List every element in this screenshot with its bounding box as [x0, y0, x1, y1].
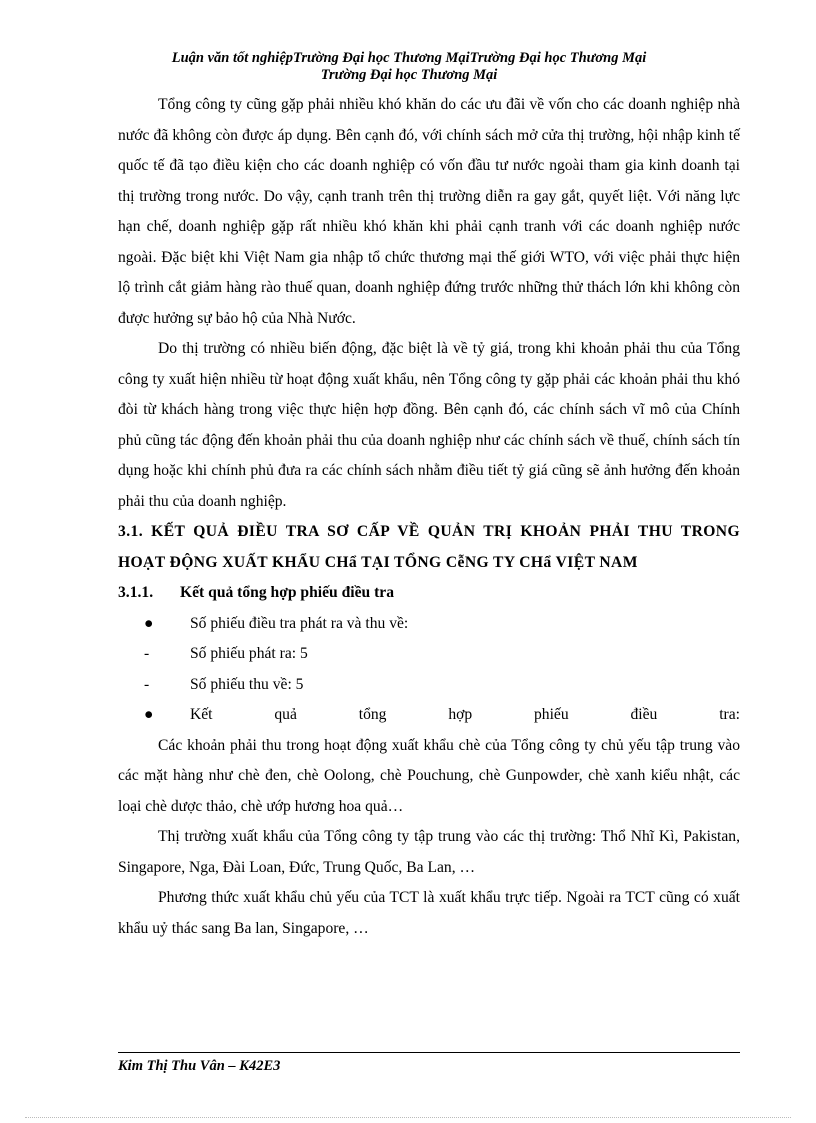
bullet-icon: ●	[144, 706, 154, 723]
subsection-number: 3.1.1.	[118, 584, 154, 601]
paragraph-competition: Tổng công ty cũng gặp phải nhiều khó khăn do các ưu đãi về vốn cho các doanh nghiệp nhà nước đã không còn được áp dụng. Bên cạnh đó, với chính sách mở cửa thị trường, hội nhập kinh tế quốc tế đã tạo điều kiện cho các doanh nghiệp có vốn đầu tư nước ngoài tham gia kinh doanh tại thị trường trong nước. Do vậy, cạnh tranh trên thị trường diễn ra gay gắt, quyết liệt. Với năng lực hạn chế, doanh nghiệp gặp rất nhiều khó khăn khi phải cạnh tranh với các doanh nghiệp nước ngoài. Đặc biệt khi Việt Nam gia nhập tổ chức thương mại thế giới WTO, với việc phải thực hiện lộ trình cắt giảm hàng rào thuế quan, doanh nghiệp đứng trước những thử thách lớn khi không còn được hưởng sự bảo hộ của Nhà Nước.	[118, 96, 740, 327]
page-edge	[25, 1117, 791, 1118]
paragraph-result-markets: Thị trường xuất khẩu của Tổng công ty tập trung vào các thị trường: Thổ Nhĩ Kì, Pakistan, Singapore, Nga, Đài Loan, Đức, Trung Quốc, Ba Lan, …	[118, 828, 740, 876]
subsection-heading	[118, 578, 740, 609]
list-item	[118, 670, 740, 701]
list-item	[118, 639, 740, 670]
list-item-text: Kết quả tổng hợp phiếu điều tra:	[190, 706, 740, 723]
page-body	[118, 90, 740, 944]
bullet-icon: ●	[144, 614, 154, 632]
header-line-2: Trường Đại học Thương Mại	[320, 67, 498, 83]
dash-icon: -	[144, 645, 150, 662]
paragraph-result-method: Phương thức xuất khẩu chủ yếu của TCT là xuất khẩu trực tiếp. Ngoài ra TCT cũng có xuất khẩu uỷ thác sang Ba lan, Singapore, …	[118, 889, 740, 937]
page-header	[118, 50, 700, 84]
footer-author: Kim Thị Thu Vân – K42E3	[118, 1058, 281, 1074]
header-line-1: Luận văn tốt nghiệpTrường Đại học Thương MạiTrường Đại học Thương Mại	[171, 50, 647, 66]
list-item-text: Số phiếu phát ra: 5	[190, 645, 308, 662]
list-item-text: Số phiếu thu về: 5	[190, 675, 304, 693]
list-item	[118, 609, 740, 640]
dash-icon: -	[144, 675, 150, 693]
footer-divider	[118, 1052, 740, 1053]
paragraph-exchange-rate: Do thị trường có nhiều biến động, đặc biệt là về tỷ giá, trong khi khoản phải thu của Tổng công ty xuất hiện nhiều từ hoạt động xuất khẩu, nên Tổng công ty gặp phải các khoản phải thu khó đòi từ khách hàng trong việc thực hiện hợp đồng. Bên cạnh đó, các chính sách vĩ mô của Chính phủ cũng tác động đến khoản phải thu của doanh nghiệp như các chính sách về thuế, chính sách tín dụng hoặc khi chính phủ đưa ra các chính sách nhằm điều tiết tỷ giá cũng sẽ ảnh hưởng đến khoản phải thu của doanh nghiệp.	[118, 340, 740, 510]
paragraph-result-products: Các khoản phải thu trong hoạt động xuất khẩu chè của Tổng công ty chủ yếu tập trung vào các mặt hàng như chè đen, chè Oolong, chè Pouchung, chè Gunpowder, chè xanh kiểu nhật, các loại chè dược thảo, chè ướp hương hoa quả…	[118, 736, 740, 815]
subsection-title: Kết quả tổng hợp phiếu điều tra	[180, 584, 394, 601]
list-item-text: Số phiếu điều tra phát ra và thu về:	[190, 614, 409, 632]
list-item	[118, 700, 740, 731]
section-heading: 3.1. KẾT QUẢ ĐIỀU TRA SƠ CẤP VỀ QUẢN TRỊ KHOẢN PHẢI THU TRONG HOẠT ĐỘNG XUẤT KHẨU CHẩ TẠI TỔNG CễNG TY CHẩ VIỆT NAM	[118, 523, 740, 571]
